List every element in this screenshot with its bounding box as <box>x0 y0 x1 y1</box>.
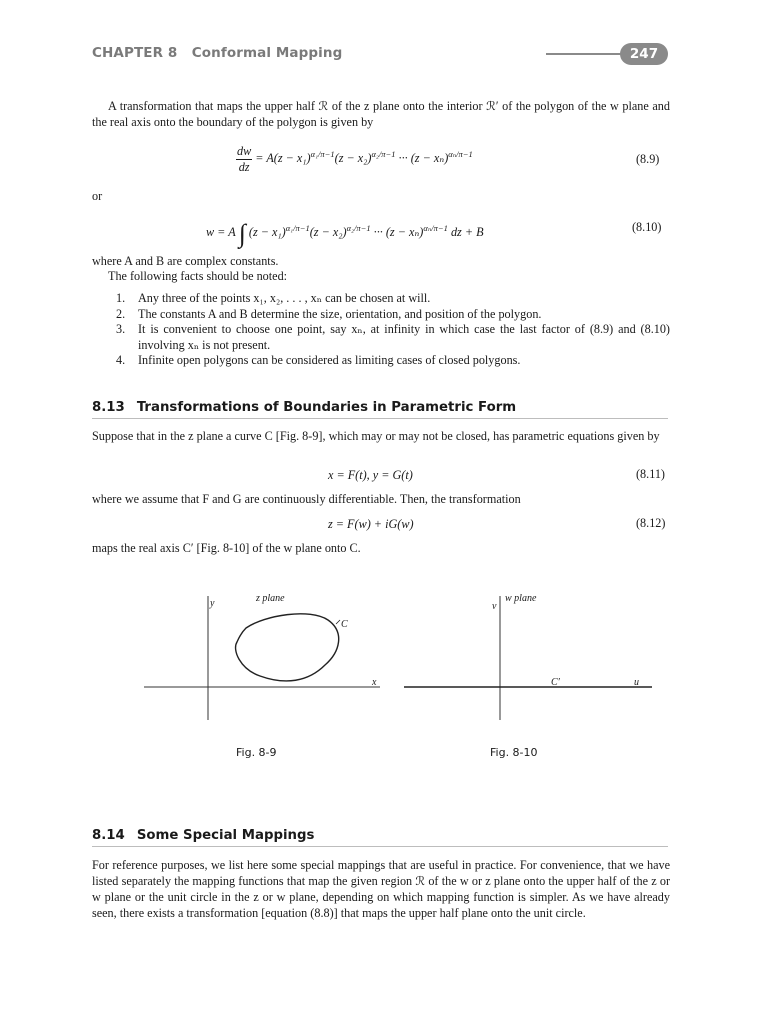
constants-note: where A and B are complex constants. <box>92 254 279 268</box>
u-axis-label: u <box>634 677 639 688</box>
curve-c-leader <box>336 620 340 624</box>
derivative-fraction <box>236 144 252 175</box>
v-axis-label: v <box>492 601 497 612</box>
z-plane-label: z plane <box>256 593 285 604</box>
equation-8-10-integrand: $(z - x_1)^{\alpha_1/\pi-1}(z - x_2)^{\alpha_2/\pi-1}$ ··· $(z - x_n)^{\alpha_n/\pi-1}$ dz + B <box>248 223 484 240</box>
equation-8-12: z = F(w) + iG(w) <box>328 517 414 531</box>
equation-8-11: x = F(t), y = G(t) <box>328 468 413 482</box>
facts-list <box>92 291 670 369</box>
y-axis-label: y <box>210 598 215 609</box>
facts-intro: The following facts should be noted: <box>108 269 288 283</box>
intro-paragraph: A transformation that maps the upper half ℛ of the z plane onto the interior ℛ′ of the polygon of the w plane and the real axis onto the boundary of the polygon is given by <box>92 99 670 129</box>
figure-8-10 <box>400 590 660 725</box>
list-item <box>92 291 670 307</box>
list-item-number: 2. <box>116 306 126 321</box>
curve-c-label: C <box>341 619 348 630</box>
equation-8-9-rhs: = $A(z - x_1)^{\alpha_1/\pi-1}(z - x_2)^{\alpha_2/\pi-1}$ ··· $(z - x_n)^{\alpha_n/\pi-1}$ <box>255 149 473 166</box>
equation-8-10 <box>206 219 484 249</box>
section-8-13-paragraph-1: Suppose that in the z plane a curve C [Fig. 8-9], which may or may not be closed, has parametric equations given by <box>92 429 660 443</box>
w-plane-label: w plane <box>505 593 537 604</box>
curve-c <box>236 614 339 681</box>
equation-number-8-12: (8.12) <box>636 516 666 530</box>
chapter-label: CHAPTER 8 <box>92 45 178 61</box>
section-title: Transformations of Boundaries in Parametric Form <box>136 400 517 415</box>
list-item-text: Infinite open polygons can be considered as limiting cases of closed polygons. <box>138 353 521 368</box>
c-prime-label: C′ <box>551 677 560 688</box>
header-rule <box>546 53 626 55</box>
list-item-number: 4. <box>116 353 126 368</box>
section-number: 8.14 <box>92 828 125 843</box>
list-item <box>92 307 670 323</box>
equation-8-9 <box>236 144 473 175</box>
equation-number-8-9: (8.9) <box>636 152 660 166</box>
list-item-text: The constants A and B determine the size, orientation, and position of the polygon. <box>138 306 542 321</box>
list-item-number: 3. <box>116 322 126 337</box>
chapter-header <box>92 45 342 61</box>
section-8-14-paragraph: For reference purposes, we list here some special mappings that are useful in practice. For convenience, that we have listed separately the mapping functions that map the given region ℛ of the w or z plane onto the upper half of the z or w plane or the unit circle in the z or w plane, depending on which mapping function is simpler. As we have already seen, there exists a transformation [equation (8.8)] that maps the upper half plane onto the unit circle. <box>92 858 670 920</box>
fraction-denominator: dz <box>238 160 250 174</box>
equation-8-10-lhs: w = A <box>206 225 236 240</box>
fraction-numerator: dw <box>237 144 252 158</box>
equation-number-8-10: (8.10) <box>632 220 662 234</box>
section-heading-8-14 <box>92 828 668 847</box>
section-8-13-paragraph-2: where we assume that F and G are continuously differentiable. Then, the transformation <box>92 492 521 506</box>
chapter-title: Conformal Mapping <box>191 45 343 61</box>
integral-sign-icon: ∫ <box>238 219 246 249</box>
list-item <box>92 322 670 353</box>
list-item-text: It is convenient to choose one point, say xₙ, at infinity in which case the last factor of (8.9) and (8.10) involving xₙ is not present. <box>138 322 670 352</box>
section-number: 8.13 <box>92 400 125 415</box>
figure-caption-8-9: Fig. 8-9 <box>236 746 277 759</box>
list-item-text: Any three of the points x₁, x₂, . . . , xₙ can be chosen at will. <box>138 291 431 305</box>
figure-8-9 <box>140 590 380 725</box>
section-title: Some Special Mappings <box>136 828 315 843</box>
x-axis-label: x <box>372 677 377 688</box>
section-8-13-paragraph-3: maps the real axis C′ [Fig. 8-10] of the w plane onto C. <box>92 541 361 555</box>
figure-caption-8-10: Fig. 8-10 <box>490 746 538 759</box>
page-number: 247 <box>620 43 668 65</box>
list-item <box>92 353 670 369</box>
equation-number-8-11: (8.11) <box>636 467 665 481</box>
section-heading-8-13 <box>92 400 668 419</box>
or-text: or <box>92 189 103 203</box>
list-item-number: 1. <box>116 291 126 305</box>
